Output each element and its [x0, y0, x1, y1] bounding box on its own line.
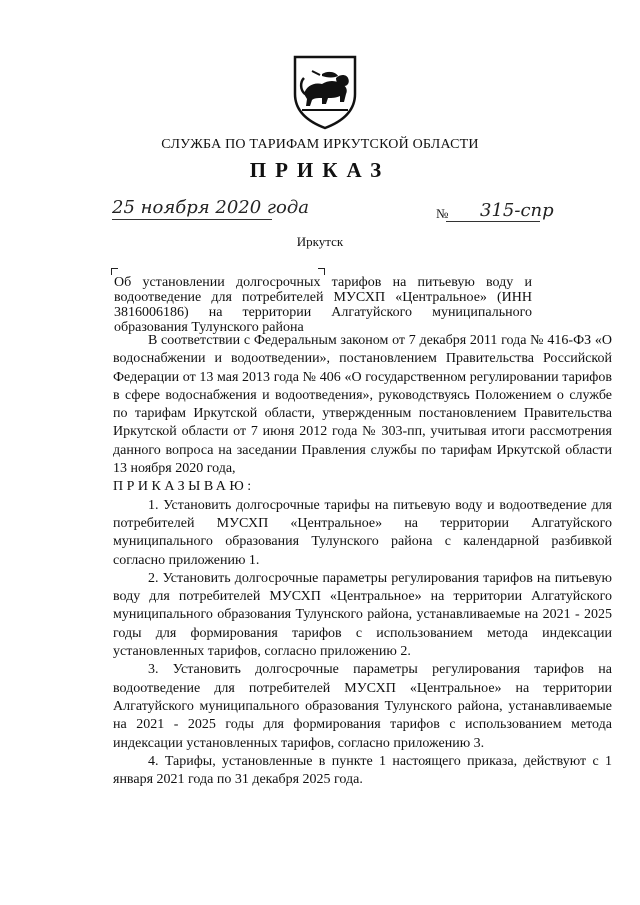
subject-corner-mark-left: [111, 268, 118, 275]
handwritten-date: 25 ноября 2020 года: [112, 197, 309, 218]
order-item: 1. Установить долгосрочные тарифы на питьевую воду и водоотведение для потребителей МУСХП «Центральное» на территории Алгатуйского муниципального образования Тулунского района с календарной разбивкой согласно приложению 1.: [113, 497, 612, 568]
document-body: [113, 332, 612, 789]
number-underline: [446, 221, 540, 222]
date-underline: [112, 219, 272, 220]
organization-name: СЛУЖБА ПО ТАРИФАМ ИРКУТСКОЙ ОБЛАСТИ: [161, 137, 479, 152]
order-item: 4. Тарифы, установленные в пункте 1 настоящего приказа, действуют с 1 января 2021 года по 31 декабря 2025 года.: [113, 753, 612, 788]
document-subject: Об установлении долгосрочных тарифов на питьевую воду и водоотведение для потребителей МУСХП «Центральное» (ИНН 3816006186) на территории Алгатуйского муниципального образования Тулунского района: [114, 275, 532, 335]
order-item: 2. Установить долгосрочные параметры регулирования тарифов на питьевую воду для потребителей МУСХП «Центральное» на территории Алгатуйского муниципального образования Тулунского района, устанавливаемые на 2021 - 2025 годы для формирования тарифов с использованием метода индексации установленных тарифов, согласно приложению 2.: [113, 570, 612, 660]
preamble-paragraph: В соответствии с Федеральным законом от 7 декабря 2011 года № 416-ФЗ «О водоснабжении и водоотведении», постановлением Правительства Российской Федерации от 13 мая 2013 года № 406 «О государственном регулировании тарифов в сфере водоснабжения и водоотведения», руководствуясь Положением о службе по тарифам Иркутской области, утвержденным постановлением Правительства Иркутской области от 7 июня 2012 года № 303-пп, учитывая итоги рассмотрения данного вопроса на заседании Правления службы по тарифам Иркутской области 13 ноября 2020 года,: [113, 333, 612, 477]
document-title: ПРИКАЗ: [249, 158, 391, 182]
city-name: Иркутск: [296, 234, 344, 249]
order-item: 3. Установить долгосрочные параметры регулирования тарифов на водоотведение для потребителей МУСХП «Центральное» на территории Алгатуйского муниципального образования Тулунского района, устанавливаемые на 2021 - 2025 годы для формирования тарифов с использованием метода индексации установленных тарифов, согласно приложению 3.: [113, 662, 612, 751]
handwritten-number: 315-спр: [480, 200, 554, 221]
number-sign: №: [436, 206, 449, 221]
subject-corner-mark-right: [318, 268, 325, 275]
order-word: ПРИКАЗЫВАЮ:: [113, 479, 255, 495]
coat-of-arms-icon: [292, 54, 358, 130]
